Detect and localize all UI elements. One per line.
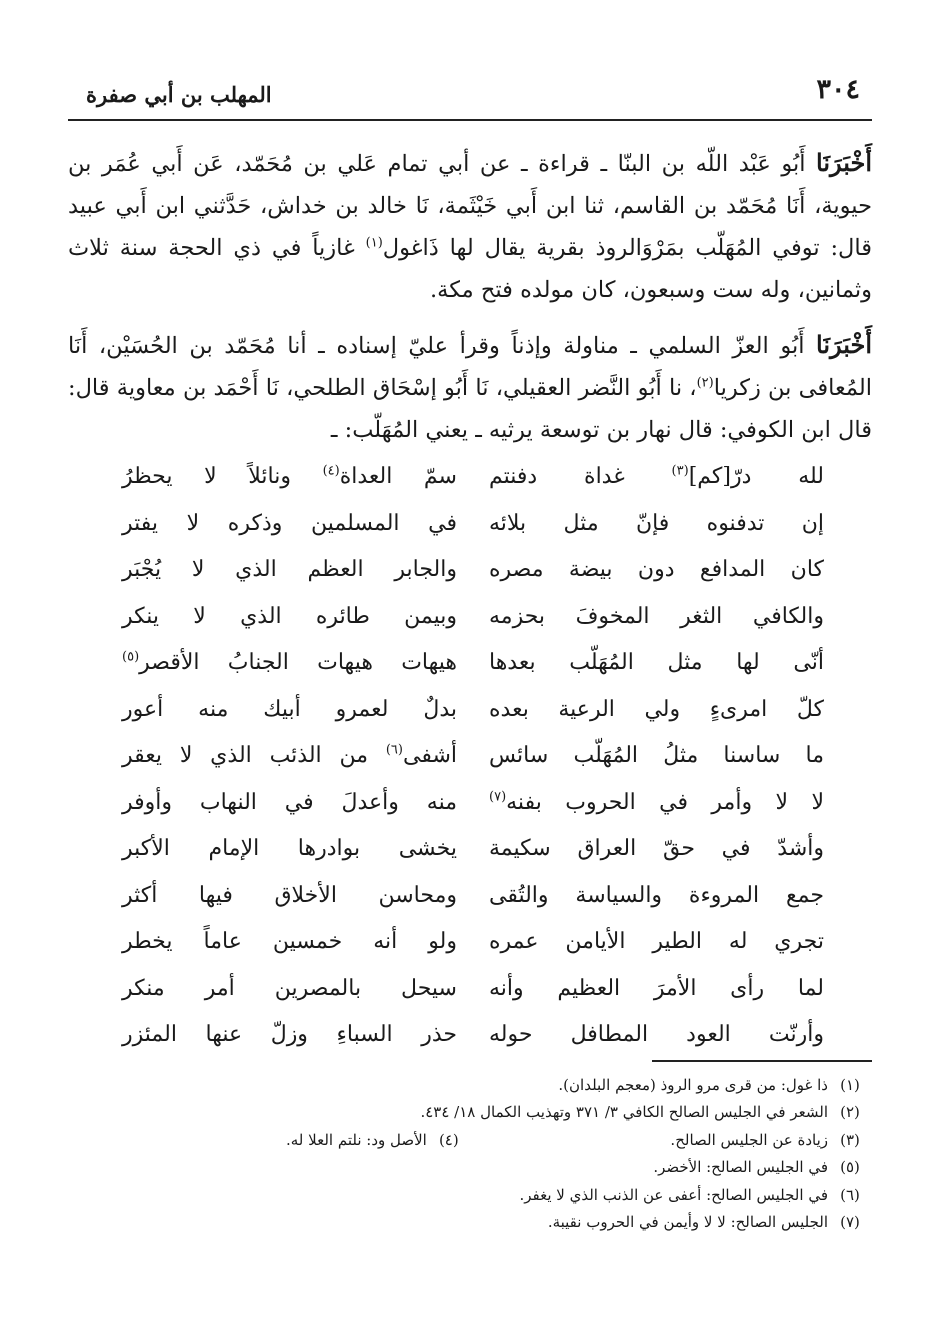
- verse-second-hemistich: حذر السباءِ وزلّ عنها المئزر: [122, 1022, 457, 1047]
- paragraph-2: [68, 324, 872, 451]
- verse-first-hemistich: ما ساسنا مثلُ المُهَلّب سائس: [489, 743, 824, 768]
- verse-second-hemistich: والجابر العظم الذي لا يُجْبَر: [122, 557, 457, 582]
- footnote-rule: [652, 1060, 872, 1062]
- footnote-number: (٣): [840, 1130, 860, 1149]
- footnote-text: في الجليس الصالح: أعفى عن الذنب الذي لا يغفر.: [519, 1185, 828, 1204]
- verse-second-hemistich: منه وأعدلَ في النهاب وأوفر: [122, 789, 457, 815]
- paragraph-lead: أَخْبَرَنَا: [816, 148, 872, 177]
- footnote-ref: (٤): [322, 463, 340, 479]
- verse-first-hemistich: لله درّ[كم]$^{(٣)}$ غداة دفنتم: [489, 463, 824, 489]
- verse-line: [68, 551, 872, 598]
- verse-first-hemistich: تجري له الطير الأيامن عمره: [489, 929, 824, 954]
- verse-second-hemistich: في المسلمين وذكره لا يفتر: [122, 510, 457, 536]
- verse-line: [68, 784, 872, 831]
- verse-first-hemistich: أنّى لها مثل المُهَلّب بعدها: [489, 650, 824, 675]
- footnote: [68, 1182, 872, 1209]
- footnote-text: في الجليس الصالح: الأخضر.: [653, 1158, 828, 1177]
- verse-second-hemistich: ومحاسن الأخلاق فيها أكثر: [122, 882, 457, 908]
- verse-second-hemistich: سيحل بالمصرين أمر منكر: [122, 975, 457, 1001]
- footnote-number: (٤): [438, 1130, 459, 1149]
- header-rule: [68, 119, 872, 121]
- footnote: [68, 1127, 872, 1154]
- verse-second-hemistich: هيهات هيهات الجنابُ الأقصر$^{(٥)}$: [122, 649, 457, 675]
- verse-second-hemistich: أشفى$^{(٦)}$ من الذئب الذي لا يعقر: [122, 742, 457, 768]
- verse-first-hemistich: إن تدفنوه فإنّ مثل بلائه: [489, 510, 824, 536]
- footnote-text: الجليس الصالح: لا لا وأيمن في الحروب نقيبة.: [547, 1212, 828, 1231]
- verse-first-hemistich: وأرنّت العود المطافل حوله: [489, 1022, 824, 1047]
- verse-line: [68, 830, 872, 877]
- footnotes: [68, 1072, 872, 1236]
- verse-second-hemistich: ولو أنه خمسين عاماً يخطر: [122, 929, 457, 954]
- verse-line: [68, 737, 872, 784]
- running-title: المهلب بن أبي صفرة: [86, 82, 272, 107]
- footnote-number: (٥): [840, 1158, 860, 1177]
- paragraph-1: [68, 142, 872, 311]
- verse-first-hemistich: والكافي الثغر المخوفَ بحزمه: [489, 603, 824, 629]
- footnote-number: (٧): [840, 1212, 860, 1231]
- footnote-text: الأصل ود: نلتم العلا له.: [286, 1130, 427, 1149]
- verse-first-hemistich: لا لا وأمر في الحروب بفنه$^{(٧)}$: [489, 789, 824, 815]
- paragraph-text: غازياً في ذي الحجة سنة ثلاث وثمانين، وله ست وسبعون، كان مولده فتح مكة.: [68, 235, 872, 303]
- verse-second-hemistich: وبيمن طائره الذي لا ينكر: [122, 603, 457, 629]
- verse-first-hemistich: لما رأى الأمرَ العظيم وأنه: [489, 975, 824, 1001]
- footnote-ref: (٦): [385, 742, 403, 758]
- verse-line: [68, 970, 872, 1017]
- verse-line: [68, 644, 872, 691]
- footnote-number: (٦): [840, 1185, 860, 1204]
- footnote-text: ذا غول: من قرى مرو الروذ (معجم البلدان).: [558, 1076, 828, 1094]
- page-header: [68, 72, 872, 112]
- footnote: [68, 1154, 872, 1181]
- footnote: [68, 1072, 872, 1099]
- verse-second-hemistich: يخشى بوادرها الإمام الأكبر: [122, 836, 457, 861]
- verse-first-hemistich: جمع المروءة والسياسة والتُقى: [489, 882, 824, 908]
- paragraph-text: أَبُو العزّ السلمي ـ مناولة وإذناً وقرأ عليّ إسناده ـ أنا مُحَمّد بن الحُسَيْن، أَنَا المُعافى بن زكريا: [68, 333, 872, 401]
- verse-line: [68, 505, 872, 552]
- footnote-ref: (٥): [122, 649, 140, 665]
- footnote-ref: (٣): [671, 463, 689, 479]
- footnote: [68, 1099, 872, 1126]
- verse-line: [68, 1016, 872, 1063]
- verse-line: [68, 458, 872, 505]
- footnote-ref: (٧): [489, 789, 507, 805]
- paragraph-lead: أَخْبَرَنَا: [816, 330, 872, 359]
- footnote-ref: (٢): [696, 375, 714, 391]
- verse-second-hemistich: بدلٌ لعمرو أبيك منه أعور: [122, 696, 457, 722]
- verse-first-hemistich: كلّ امرىءٍ ولي الرعية بعده: [489, 696, 824, 722]
- paragraph-text: ، نا أَبُو النَّضر العقيلي، نَا أَبُو إسْحَاق الطلحي، نَا أَحْمَد بن معاوية قال: قال ابن الكوفي: قال نهار بن توسعة يرثيه ـ يعني المُهَلّب: ـ: [68, 375, 872, 443]
- verse-second-hemistich: سمّ العداة$^{(٤)}$ ونائلاً لا يحظرُ: [122, 463, 457, 489]
- verse-first-hemistich: كان المدافع دون بيضة مصره: [489, 557, 824, 582]
- footnote-text: زيادة عن الجليس الصالح.: [670, 1130, 828, 1149]
- paragraph-text: أَبُو عَبْد اللّه بن البنّا ـ قراءة ـ عن أبي تمام عَلي بن مُحَمّد، عَن أَبي عُمَر بن حيوية، أَنَا مُحَمّد بن القاسم، ثنا ابن أَبي خَيْثَمة، نَا خالد بن خداش، حَدَّثني ابن أَبي عبيد قال: توفي المُهَلّب بمَرْوَالروذ بقرية يقال لها ذَاغول: [68, 151, 872, 261]
- poem: [68, 458, 872, 1063]
- footnote-ref: (١): [365, 235, 383, 251]
- verse-first-hemistich: وأشدّ في حقّ العراق سكيمة: [489, 836, 824, 861]
- verse-line: [68, 923, 872, 970]
- footnote: [68, 1209, 872, 1236]
- verse-line: [68, 691, 872, 738]
- footnote-text: الشعر في الجليس الصالح الكافي ٣/ ٣٧١ وتهذيب الكمال ١٨/ ٤٣٤.: [420, 1103, 828, 1122]
- page-number: ٣٠٤: [816, 74, 860, 105]
- verse-line: [68, 598, 872, 645]
- footnote: [286, 1127, 471, 1154]
- footnote-number: (١): [840, 1076, 860, 1094]
- verse-line: [68, 877, 872, 924]
- footnote-number: (٢): [840, 1103, 860, 1122]
